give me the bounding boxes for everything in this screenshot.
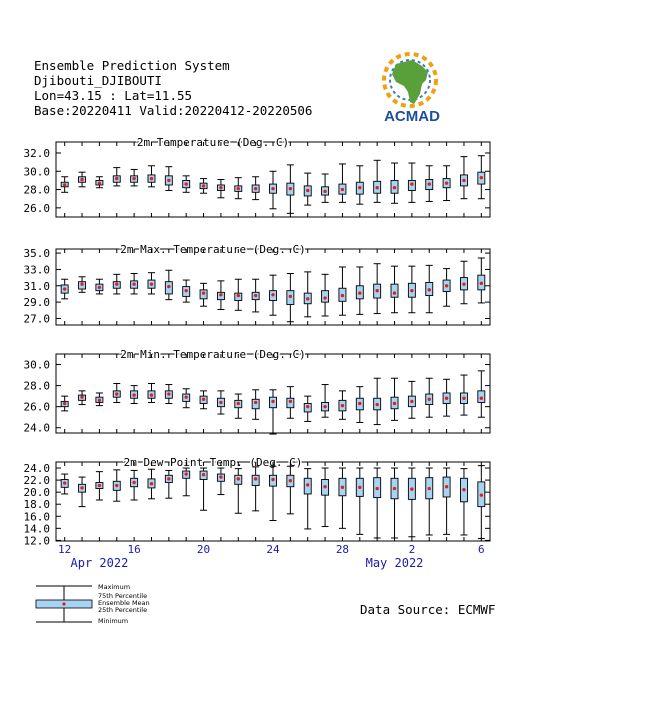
mean-dot [410, 182, 413, 185]
mean-dot [289, 479, 292, 482]
legend-maximum: Maximum [98, 583, 131, 591]
mean-dot [341, 188, 344, 191]
mean-dot [132, 393, 135, 396]
mean-dot [219, 186, 222, 189]
mean-dot [98, 181, 101, 184]
mean-dot [393, 487, 396, 490]
y-tick-label: 12.0 [23, 534, 50, 548]
mean-dot [289, 187, 292, 190]
mean-dot [237, 477, 240, 480]
mean-dot [219, 293, 222, 296]
mean-dot [219, 475, 222, 478]
iqr-box [391, 284, 398, 297]
y-tick-label: 29.0 [23, 296, 50, 310]
coordinates: Lon=43.15 : Lat=11.55 [34, 88, 193, 103]
mean-dot [462, 282, 465, 285]
mean-dot [254, 401, 257, 404]
mean-dot [289, 295, 292, 298]
y-tick-label: 24.0 [23, 462, 50, 476]
mean-dot [358, 402, 361, 405]
station-name: Djibouti_DJIBOUTI [34, 73, 162, 88]
mean-dot [480, 176, 483, 179]
mean-dot [445, 284, 448, 287]
mean-dot [115, 392, 118, 395]
mean-dot [185, 289, 188, 292]
mean-dot [219, 401, 222, 404]
y-tick-label: 26.0 [23, 201, 50, 215]
mean-dot [98, 484, 101, 487]
mean-dot [202, 398, 205, 401]
mean-dot [445, 485, 448, 488]
legend [32, 582, 162, 627]
mean-dot [306, 405, 309, 408]
mean-dot [237, 187, 240, 190]
mean-dot [167, 285, 170, 288]
logo-text: ACMAD [384, 108, 440, 125]
y-tick-label: 14.0 [23, 522, 50, 536]
panel-title: 2m Min. Temperature (Deg. C) [120, 348, 306, 361]
system-title: Ensemble Prediction System [34, 58, 230, 73]
mean-dot [63, 287, 66, 290]
mean-dot [480, 493, 483, 496]
mean-dot [167, 179, 170, 182]
mean-dot [167, 392, 170, 395]
mean-dot [254, 477, 257, 480]
mean-dot [375, 487, 378, 490]
mean-dot [80, 178, 83, 181]
y-tick-label: 30.0 [23, 165, 50, 179]
y-tick-label: 27.0 [23, 312, 50, 326]
y-tick-label: 32.0 [23, 146, 50, 160]
mean-dot [167, 477, 170, 480]
mean-dot [445, 181, 448, 184]
y-tick-label: 20.0 [23, 486, 50, 500]
legend-mean: Ensemble Mean [98, 599, 150, 607]
mean-dot [185, 395, 188, 398]
mean-dot [341, 294, 344, 297]
y-tick-label: 28.0 [23, 183, 50, 197]
y-tick-label: 26.0 [23, 400, 50, 414]
mean-dot [150, 282, 153, 285]
mean-dot [410, 400, 413, 403]
mean-dot [358, 186, 361, 189]
mean-dot [80, 486, 83, 489]
y-tick-label: 22.0 [23, 474, 50, 488]
panel-title: 2m Temperature (Deg. C) [136, 136, 290, 149]
mean-dot [185, 182, 188, 185]
x-tick-label: 12 [58, 543, 72, 556]
mean-dot [132, 481, 135, 484]
mean-dot [289, 400, 292, 403]
legend-p75: 75th Percentile [98, 592, 148, 600]
month-label: Apr 2022 [70, 556, 129, 570]
mean-dot [410, 289, 413, 292]
mean-dot [341, 404, 344, 407]
mean-dot [393, 186, 396, 189]
mean-dot [150, 393, 153, 396]
mean-dot [80, 282, 83, 285]
mean-dot [480, 282, 483, 285]
mean-dot [375, 186, 378, 189]
month-label: May 2022 [365, 556, 424, 570]
panel-title: 2m Dew Point Temp. (Deg. C) [123, 456, 303, 469]
mean-dot [202, 184, 205, 187]
mean-dot [150, 482, 153, 485]
mean-dot [80, 395, 83, 398]
mean-dot [132, 282, 135, 285]
base-valid-dates: Base:20220411 Valid:20220412-20220506 [34, 103, 313, 118]
mean-dot [98, 399, 101, 402]
mean-dot [480, 397, 483, 400]
y-tick-label: 35.0 [23, 247, 50, 261]
mean-dot [202, 291, 205, 294]
mean-dot [462, 179, 465, 182]
mean-dot [254, 294, 257, 297]
mean-dot [375, 403, 378, 406]
mean-dot [375, 289, 378, 292]
mean-dot [202, 473, 205, 476]
mean-dot [323, 485, 326, 488]
mean-dot [185, 472, 188, 475]
y-tick-label: 30.0 [23, 358, 50, 372]
mean-dot [237, 402, 240, 405]
data-source: Data Source: ECMWF [360, 602, 496, 617]
mean-dot [358, 291, 361, 294]
mean-dot [271, 293, 274, 296]
x-tick-label: 2 [408, 543, 416, 556]
mean-dot [393, 402, 396, 405]
mean-dot [428, 288, 431, 291]
mean-dot [115, 282, 118, 285]
mean-dot [428, 487, 431, 490]
mean-dot [410, 487, 413, 490]
y-tick-label: 18.0 [23, 498, 50, 512]
mean-dot [237, 294, 240, 297]
mean-dot [98, 286, 101, 289]
legend-minimum: Minimum [98, 617, 129, 625]
x-tick-label: 16 [127, 543, 141, 556]
mean-dot [428, 398, 431, 401]
mean-dot [341, 486, 344, 489]
mean-dot [462, 488, 465, 491]
y-tick-label: 16.0 [23, 510, 50, 524]
mean-dot [115, 177, 118, 180]
mean-dot [393, 291, 396, 294]
x-tick-label: 20 [196, 543, 211, 556]
mean-dot [150, 177, 153, 180]
panel-title: 2m Max. Temperature (Deg. C) [120, 243, 306, 256]
mean-dot [358, 486, 361, 489]
mean-dot [271, 400, 274, 403]
mean-dot [63, 183, 66, 186]
mean-dot [323, 405, 326, 408]
x-tick-label: 24 [266, 543, 280, 556]
mean-dot [306, 483, 309, 486]
mean-dot [428, 182, 431, 185]
x-tick-label: 28 [335, 543, 350, 556]
mean-dot [63, 481, 66, 484]
mean-dot [323, 296, 326, 299]
y-tick-label: 31.0 [23, 279, 50, 293]
mean-dot [462, 397, 465, 400]
y-tick-label: 24.0 [23, 421, 50, 435]
legend-p25: 25th Percentile [98, 606, 148, 614]
mean-dot [254, 187, 257, 190]
mean-dot [306, 297, 309, 300]
y-tick-label: 33.0 [23, 263, 50, 277]
mean-dot [271, 187, 274, 190]
mean-dot [132, 177, 135, 180]
mean-dot [271, 478, 274, 481]
mean-dot [306, 189, 309, 192]
mean-dot [115, 484, 118, 487]
mean-dot [63, 402, 66, 405]
x-tick-label: 6 [478, 543, 485, 556]
y-tick-label: 28.0 [23, 379, 50, 393]
mean-dot [323, 190, 326, 193]
mean-dot [445, 397, 448, 400]
